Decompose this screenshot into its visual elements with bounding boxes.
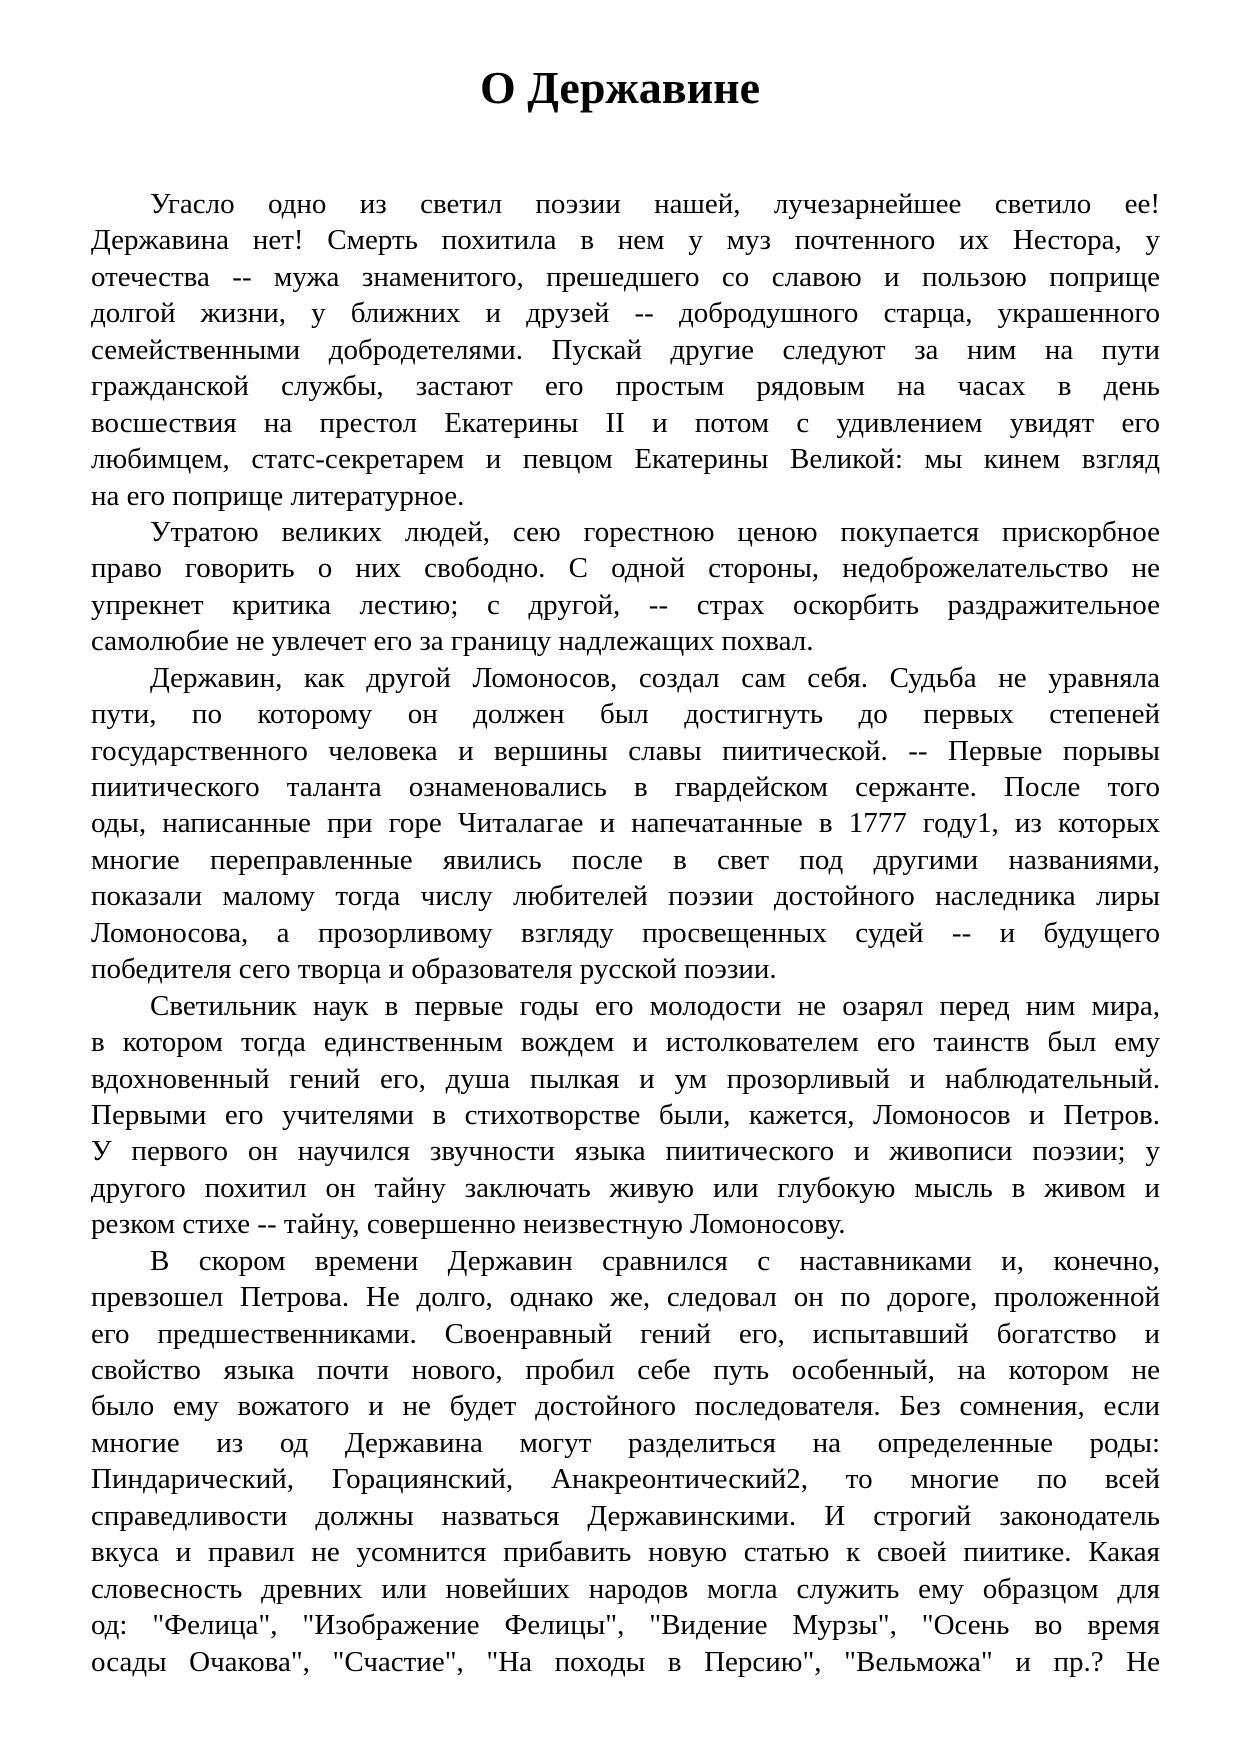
text-line: другого похитил он тайну заключать живую или глубокую мысль в живом и [91, 1171, 1160, 1204]
text-line: Первыми его учителями в стихотворстве были, кажется, Ломоносов и Петров. [91, 1098, 1160, 1131]
text-line: оды, написанные при горе Читалагае и напечатанные в 1777 году1, из которых [91, 807, 1160, 840]
text-line: превзошел Петрова. Не долго, однако же, следовал он по дороге, проложенной [91, 1281, 1160, 1314]
text-line: государственного человека и вершины славы пиитической. -- Первые порывы [91, 734, 1160, 767]
text-line: Державин, как другой Ломоносов, создал сам себя. Судьба не уравняла [150, 661, 1160, 694]
text-line: многие из од Державина могут разделиться на определенные роды: [91, 1426, 1160, 1459]
paragraph [91, 186, 1160, 514]
text-line: У первого он научился звучности языка пиитического и живописи поэзии; у [91, 1135, 1160, 1168]
text-line: его предшественниками. Своенравный гений его, испытавший богатство и [91, 1317, 1160, 1350]
text-line: победителя сего творца и образователя русской поэзии. [91, 953, 777, 986]
page-title: О Державине [479, 62, 761, 113]
text-line: пиитического таланта ознаменовались в гвардейском сержанте. После того [91, 771, 1160, 803]
text-line: в котором тогда единственным вождем и истолкователем его таинств был ему [91, 1026, 1160, 1059]
text-line: многие переправленные явились после в свет под другими названиями, [91, 843, 1160, 876]
text-line: право говорить о них свободно. С одной стороны, недоброжелательство не [91, 552, 1160, 585]
text-line: показали малому тогда числу любителей поэзии достойного наследника лиры [91, 880, 1160, 913]
text-line: любимцем, статс-секретарем и певцом Екатерины Великой: мы кинем взгляд [91, 443, 1160, 476]
text-line: на его поприще литературное. [91, 479, 465, 512]
text-line: гражданской службы, застают его простым рядовым на часах в день [91, 370, 1160, 403]
text-line: пути, по которому он должен был достигнуть до первых степеней [91, 698, 1160, 731]
document-body [91, 186, 1160, 1680]
text-line: Угасло одно из светил поэзии нашей, лучезарнейшее светило ее! [150, 188, 1160, 220]
text-line: упрекнет критика лестию; с другой, -- страх оскорбить раздражительное [91, 588, 1160, 621]
text-line: Державина нет! Смерть похитила в нем у муз почтенного их Нестора, у [91, 224, 1160, 257]
text-line: од: "Фелица", "Изображение Фелицы", "Видение Мурзы", "Осень во время [91, 1609, 1160, 1642]
text-line: отечества -- мужа знаменитого, прешедшего со славою и пользою поприще [91, 260, 1160, 293]
paragraph [91, 514, 1160, 660]
text-line: осады Очакова", "Счастие", "На походы в Персию", "Вельможа" и пр.? Не [91, 1645, 1160, 1678]
text-line: свойство языка почти нового, пробил себе путь особенный, на котором не [91, 1354, 1160, 1386]
text-line: Ломоносова, а прозорливому взгляду просвещенных судей -- и будущего [91, 916, 1160, 949]
text-line: долгой жизни, у ближних и друзей -- добродушного старца, украшенного [91, 297, 1160, 330]
paragraph [91, 660, 1160, 988]
paragraph [91, 1243, 1160, 1680]
text-line: Пиндарический, Горациянский, Анакреонтический2, то многие по всей [91, 1463, 1160, 1496]
text-line: самолюбие не увлечет его за границу надлежащих похвал. [91, 625, 814, 658]
text-line: словесность древних или новейших народов могла служить ему образцом для [91, 1572, 1160, 1605]
text-line: Светильник наук в первые годы его молодости не озарял перед ним мира, [150, 989, 1160, 1022]
paragraph [91, 988, 1160, 1243]
text-line: Утратою великих людей, сею горестною ценою покупается прискорбное [150, 515, 1160, 548]
text-line: семейственными добродетелями. Пускай другие следуют за ним на пути [91, 333, 1160, 366]
text-line: вкуса и правил не усомнится прибавить новую статью к своей пиитике. Какая [91, 1536, 1160, 1569]
text-line: вдохновенный гений его, душа пылкая и ум прозорливый и наблюдательный. [91, 1062, 1160, 1095]
text-line: было ему вожатого и не будет достойного последователя. Без сомнения, если [91, 1390, 1160, 1423]
text-line: В скором времени Державин сравнился с наставниками и, конечно, [150, 1244, 1160, 1277]
text-line: резком стихе -- тайну, совершенно неизвестную Ломоносову. [91, 1208, 846, 1241]
text-line: справедливости должны назваться Державинскими. И строгий законодатель [91, 1499, 1160, 1532]
text-line: восшествия на престол Екатерины II и потом с удивлением увидят его [91, 406, 1160, 439]
